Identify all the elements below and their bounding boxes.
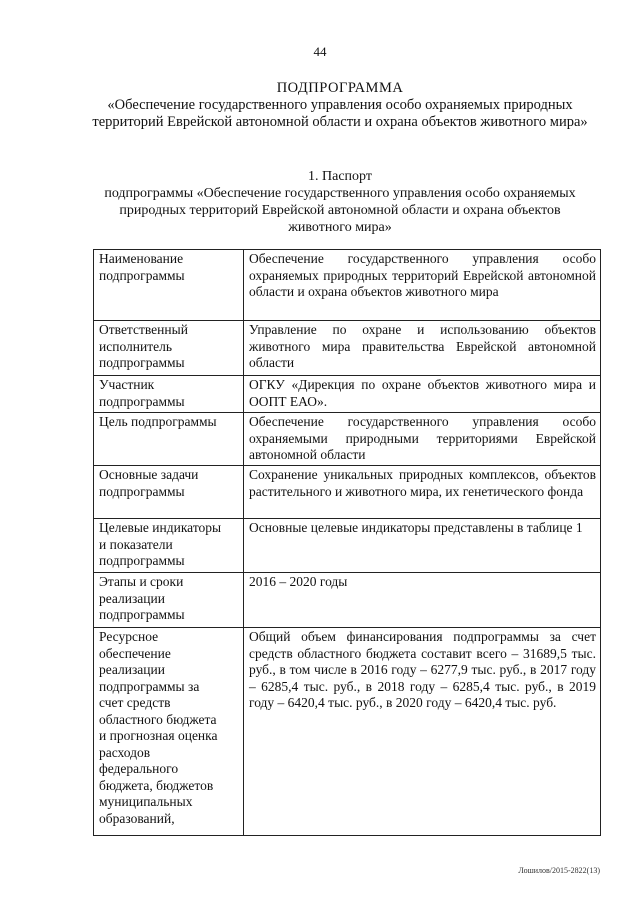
row-label: Наименование подпрограммы <box>94 250 244 321</box>
subprogram-heading <box>90 80 590 131</box>
row-value: Сохранение уникальных природных комплексов, объектов растительного и животного мира, их генетического фонда <box>244 466 601 519</box>
table-row <box>94 466 601 519</box>
page-number: 44 <box>313 44 327 59</box>
row-label: Участник подпрограммы <box>94 376 244 413</box>
row-value: ОГКУ «Дирекция по охране объектов животного мира и ООПТ ЕАО». <box>244 376 601 413</box>
passport-title: 1. Паспорт <box>308 169 372 184</box>
passport-heading <box>90 168 590 236</box>
table-row <box>94 250 601 321</box>
row-value: Обеспечение государственного управления особо охраняемыми природными территориями Еврейской автономной области <box>244 413 601 466</box>
row-label: Основные задачи подпрограммы <box>94 466 244 519</box>
table-row <box>94 519 601 573</box>
row-value: Основные целевые индикаторы представлены в таблице 1 <box>244 519 601 573</box>
subprogram-subtitle: «Обеспечение государственного управления особо охраняемых природных территорий Еврейской автономной области и охрана объектов животного мира» <box>92 97 588 130</box>
row-value: Обеспечение государственного управления особо охраняемых природных территорий Еврейской автономной области и охрана объектов животного мира <box>244 250 601 321</box>
row-value: 2016 – 2020 годы <box>244 573 601 628</box>
document-code: Лошилов/2015-2822(13) <box>518 866 600 875</box>
row-value: Общий объем финансирования подпрограммы за счет средств областного бюджета составит всего – 31689,5 тыс. руб., в том числе в 2016 году – 6277,9 тыс. руб., в 2017 году – 6285,4 тыс. руб., в 2018 году – 6285,4 тыс. руб., в 2019 году – 6420,4 тыс. руб., в 2020 году – 6420,4 тыс. руб. <box>244 628 601 836</box>
table-row <box>94 321 601 376</box>
passport-description: подпрограммы «Обеспечение государственного управления особо охраняемых природных территорий Еврейской автономной области и охрана объектов животного мира» <box>104 186 576 235</box>
row-label: Ответственный исполнитель подпрограммы <box>94 321 244 376</box>
subprogram-title: ПОДПРОГРАММА <box>276 80 404 96</box>
table-row <box>94 573 601 628</box>
table-row <box>94 628 601 836</box>
row-label: Целевые индикаторы и показатели подпрограммы <box>94 519 244 573</box>
table-row <box>94 413 601 466</box>
row-value: Управление по охране и использованию объектов животного мира правительства Еврейской автономной области <box>244 321 601 376</box>
row-label: Цель подпрограммы <box>94 413 244 466</box>
row-label: Ресурсное обеспечение реализации подпрограммы за счет средств областного бюджета и прогнозная оценка расходов федерального бюджета, бюджетов муниципальных образований, <box>94 628 244 836</box>
passport-table <box>93 249 601 836</box>
table-row <box>94 376 601 413</box>
row-label: Этапы и сроки реализации подпрограммы <box>94 573 244 628</box>
